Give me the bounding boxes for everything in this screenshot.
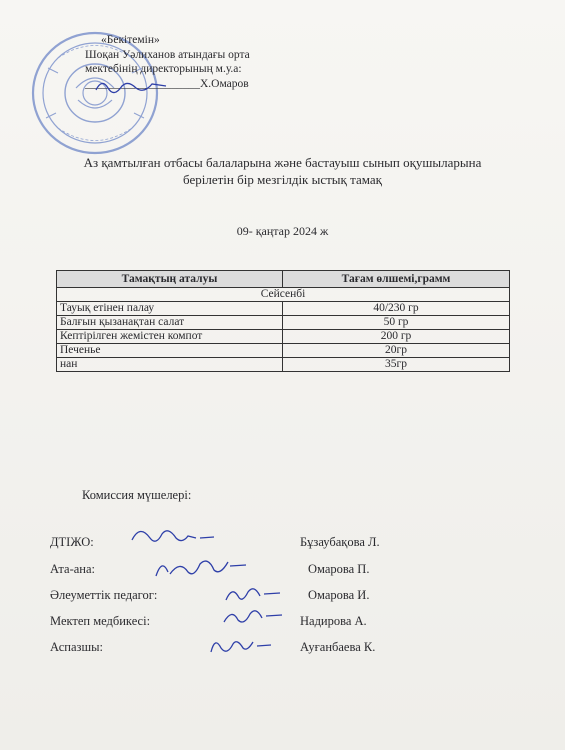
member-role: Мектеп медбикесі: (50, 614, 151, 628)
dish-amount: 40/230 гр (283, 302, 510, 316)
dish-name: Тауық етінен палау (57, 302, 283, 316)
member-name: Надирова А. (300, 614, 367, 628)
approval-line-2: Шоқан Уәлиханов атындағы орта (85, 48, 250, 61)
member-name: Омарова И. (308, 588, 370, 602)
signature-icon (218, 580, 288, 630)
signature-icon (128, 522, 218, 552)
signature-icon (150, 552, 250, 582)
menu-table (56, 270, 510, 372)
day-row (57, 288, 510, 302)
signature-icon (205, 630, 275, 660)
member-role: Ата-ана: (50, 562, 95, 576)
header-dish-name: Тамақтың аталуы (57, 271, 283, 288)
member-role: ДТІЖО: (50, 535, 94, 549)
member-name: Бұзаубақова Л. (300, 535, 380, 549)
dish-name: Балғын қызанақтан салат (57, 316, 283, 330)
document-title-line-2: берілетін бір мезгілдік ыстық тамақ (183, 172, 382, 187)
table-row (57, 344, 510, 358)
table-row (57, 302, 510, 316)
dish-name: нан (57, 358, 283, 372)
header-portion: Тағам өлшемі,грамм (283, 271, 510, 288)
dish-name: Печенье (57, 344, 283, 358)
document-title-line-1: Аз қамтылған отбасы балаларына және бастауыш сынып оқушыларына (83, 155, 482, 170)
dish-amount: 50 гр (283, 316, 510, 330)
dish-amount: 200 гр (283, 330, 510, 344)
dish-amount: 20гр (283, 344, 510, 358)
day-label: Сейсенбі (57, 288, 510, 302)
table-header-row (57, 271, 510, 288)
table-row (57, 358, 510, 372)
table-row (57, 330, 510, 344)
table-row (57, 316, 510, 330)
member-name: Ауғанбаева К. (300, 640, 376, 654)
member-role: Әлеуметтік педагог: (50, 588, 158, 602)
approval-line-4: ____________________Х.Омаров (85, 77, 249, 90)
document-date: 09- қаңтар 2024 ж (236, 224, 329, 238)
approval-line-3: мектебінің директорының м.у.а: (85, 63, 242, 75)
commission-heading: Комиссия мүшелері: (82, 488, 192, 502)
dish-amount: 35гр (283, 358, 510, 372)
dish-name: Кептірілген жемістен компот (57, 330, 283, 344)
director-signature-icon (92, 74, 172, 96)
member-name: Омарова П. (308, 562, 370, 576)
member-role: Аспазшы: (50, 640, 103, 654)
approval-line-1: «Бекітемін» (101, 34, 160, 46)
